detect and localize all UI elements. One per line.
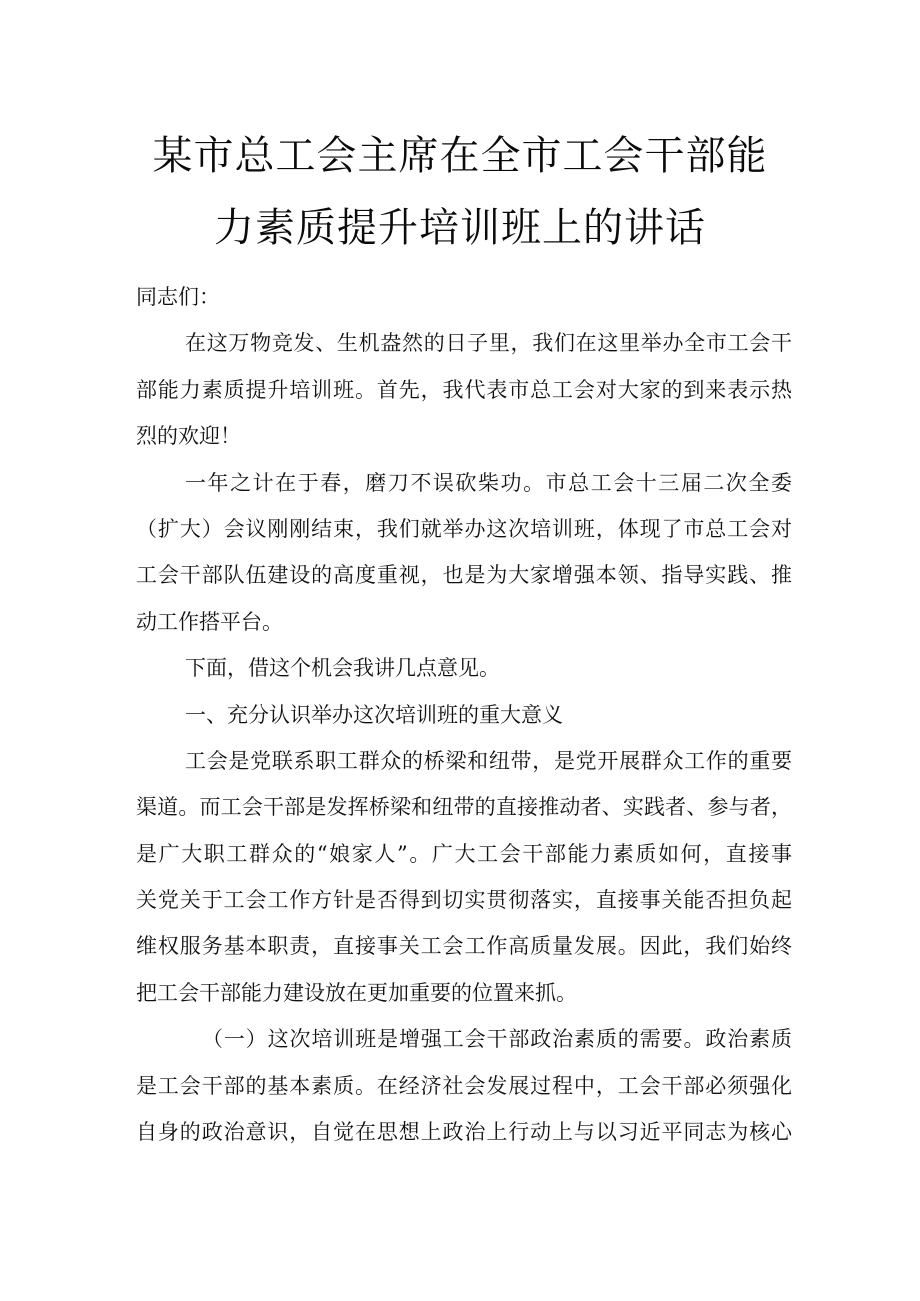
document-body <box>136 274 792 1155</box>
paragraph-3-line-1: 下面，借这个机会我讲几点意见。 <box>185 656 500 681</box>
paragraph-1-line-3: 烈的欢迎！ <box>136 424 241 449</box>
document-title-line-1: 某市总工会主席在全市工会干部能 <box>152 133 768 179</box>
document-title-line-2: 力素质提升培训班上的讲话 <box>214 205 706 251</box>
paragraph-4-line-6: 把工会干部能力建设放在更加重要的位置来抓。 <box>136 980 577 1005</box>
paragraph-1-line-1: 在这万物竞发、生机盎然的日子里，我们在这里举办全市工会干 <box>185 331 792 356</box>
paragraph-2-line-2: （扩大）会议刚刚结束，我们就举办这次培训班，体现了市总工会对 <box>136 516 792 541</box>
paragraph-2-line-1: 一年之计在于春，磨刀不误砍柴功。市总工会十三届二次全委 <box>185 470 792 495</box>
paragraph-5-line-3: 自身的政治意识，自觉在思想上政治上行动上与以习近平同志为核心 <box>136 1120 792 1145</box>
paragraph-4-line-5: 维权服务基本职责，直接事关工会工作高质量发展。因此，我们始终 <box>136 934 792 959</box>
section-heading-1: 一、充分认识举办这次培训班的重大意义 <box>185 702 563 727</box>
salutation: 同志们： <box>136 285 220 309</box>
paragraph-5-line-1: （一）这次培训班是增强工会干部政治素质的需要。政治素质 <box>202 1027 792 1052</box>
paragraph-2-line-3: 工会干部队伍建设的高度重视，也是为大家增强本领、指导实践、推 <box>136 563 792 588</box>
paragraph-1-line-2: 部能力素质提升培训班。首先，我代表市总工会对大家的到来表示热 <box>136 377 792 402</box>
paragraph-2-line-4: 动工作搭平台。 <box>136 609 283 634</box>
paragraph-4-line-3: 是广大职工群众的“娘家人”。广大工会干部能力素质如何，直接事 <box>136 841 792 866</box>
paragraph-4-line-1: 工会是党联系职工群众的桥梁和纽带，是党开展群众工作的重要 <box>185 748 792 773</box>
paragraph-4-line-2: 渠道。而工会干部是发挥桥梁和纽带的直接推动者、实践者、参与者， <box>136 795 792 820</box>
paragraph-4-line-4: 关党关于工会工作方针是否得到切实贯彻落实，直接事关能否担负起 <box>136 888 792 913</box>
paragraph-5-line-2: 是工会干部的基本素质。在经济社会发展过程中，工会干部必须强化 <box>136 1073 792 1098</box>
